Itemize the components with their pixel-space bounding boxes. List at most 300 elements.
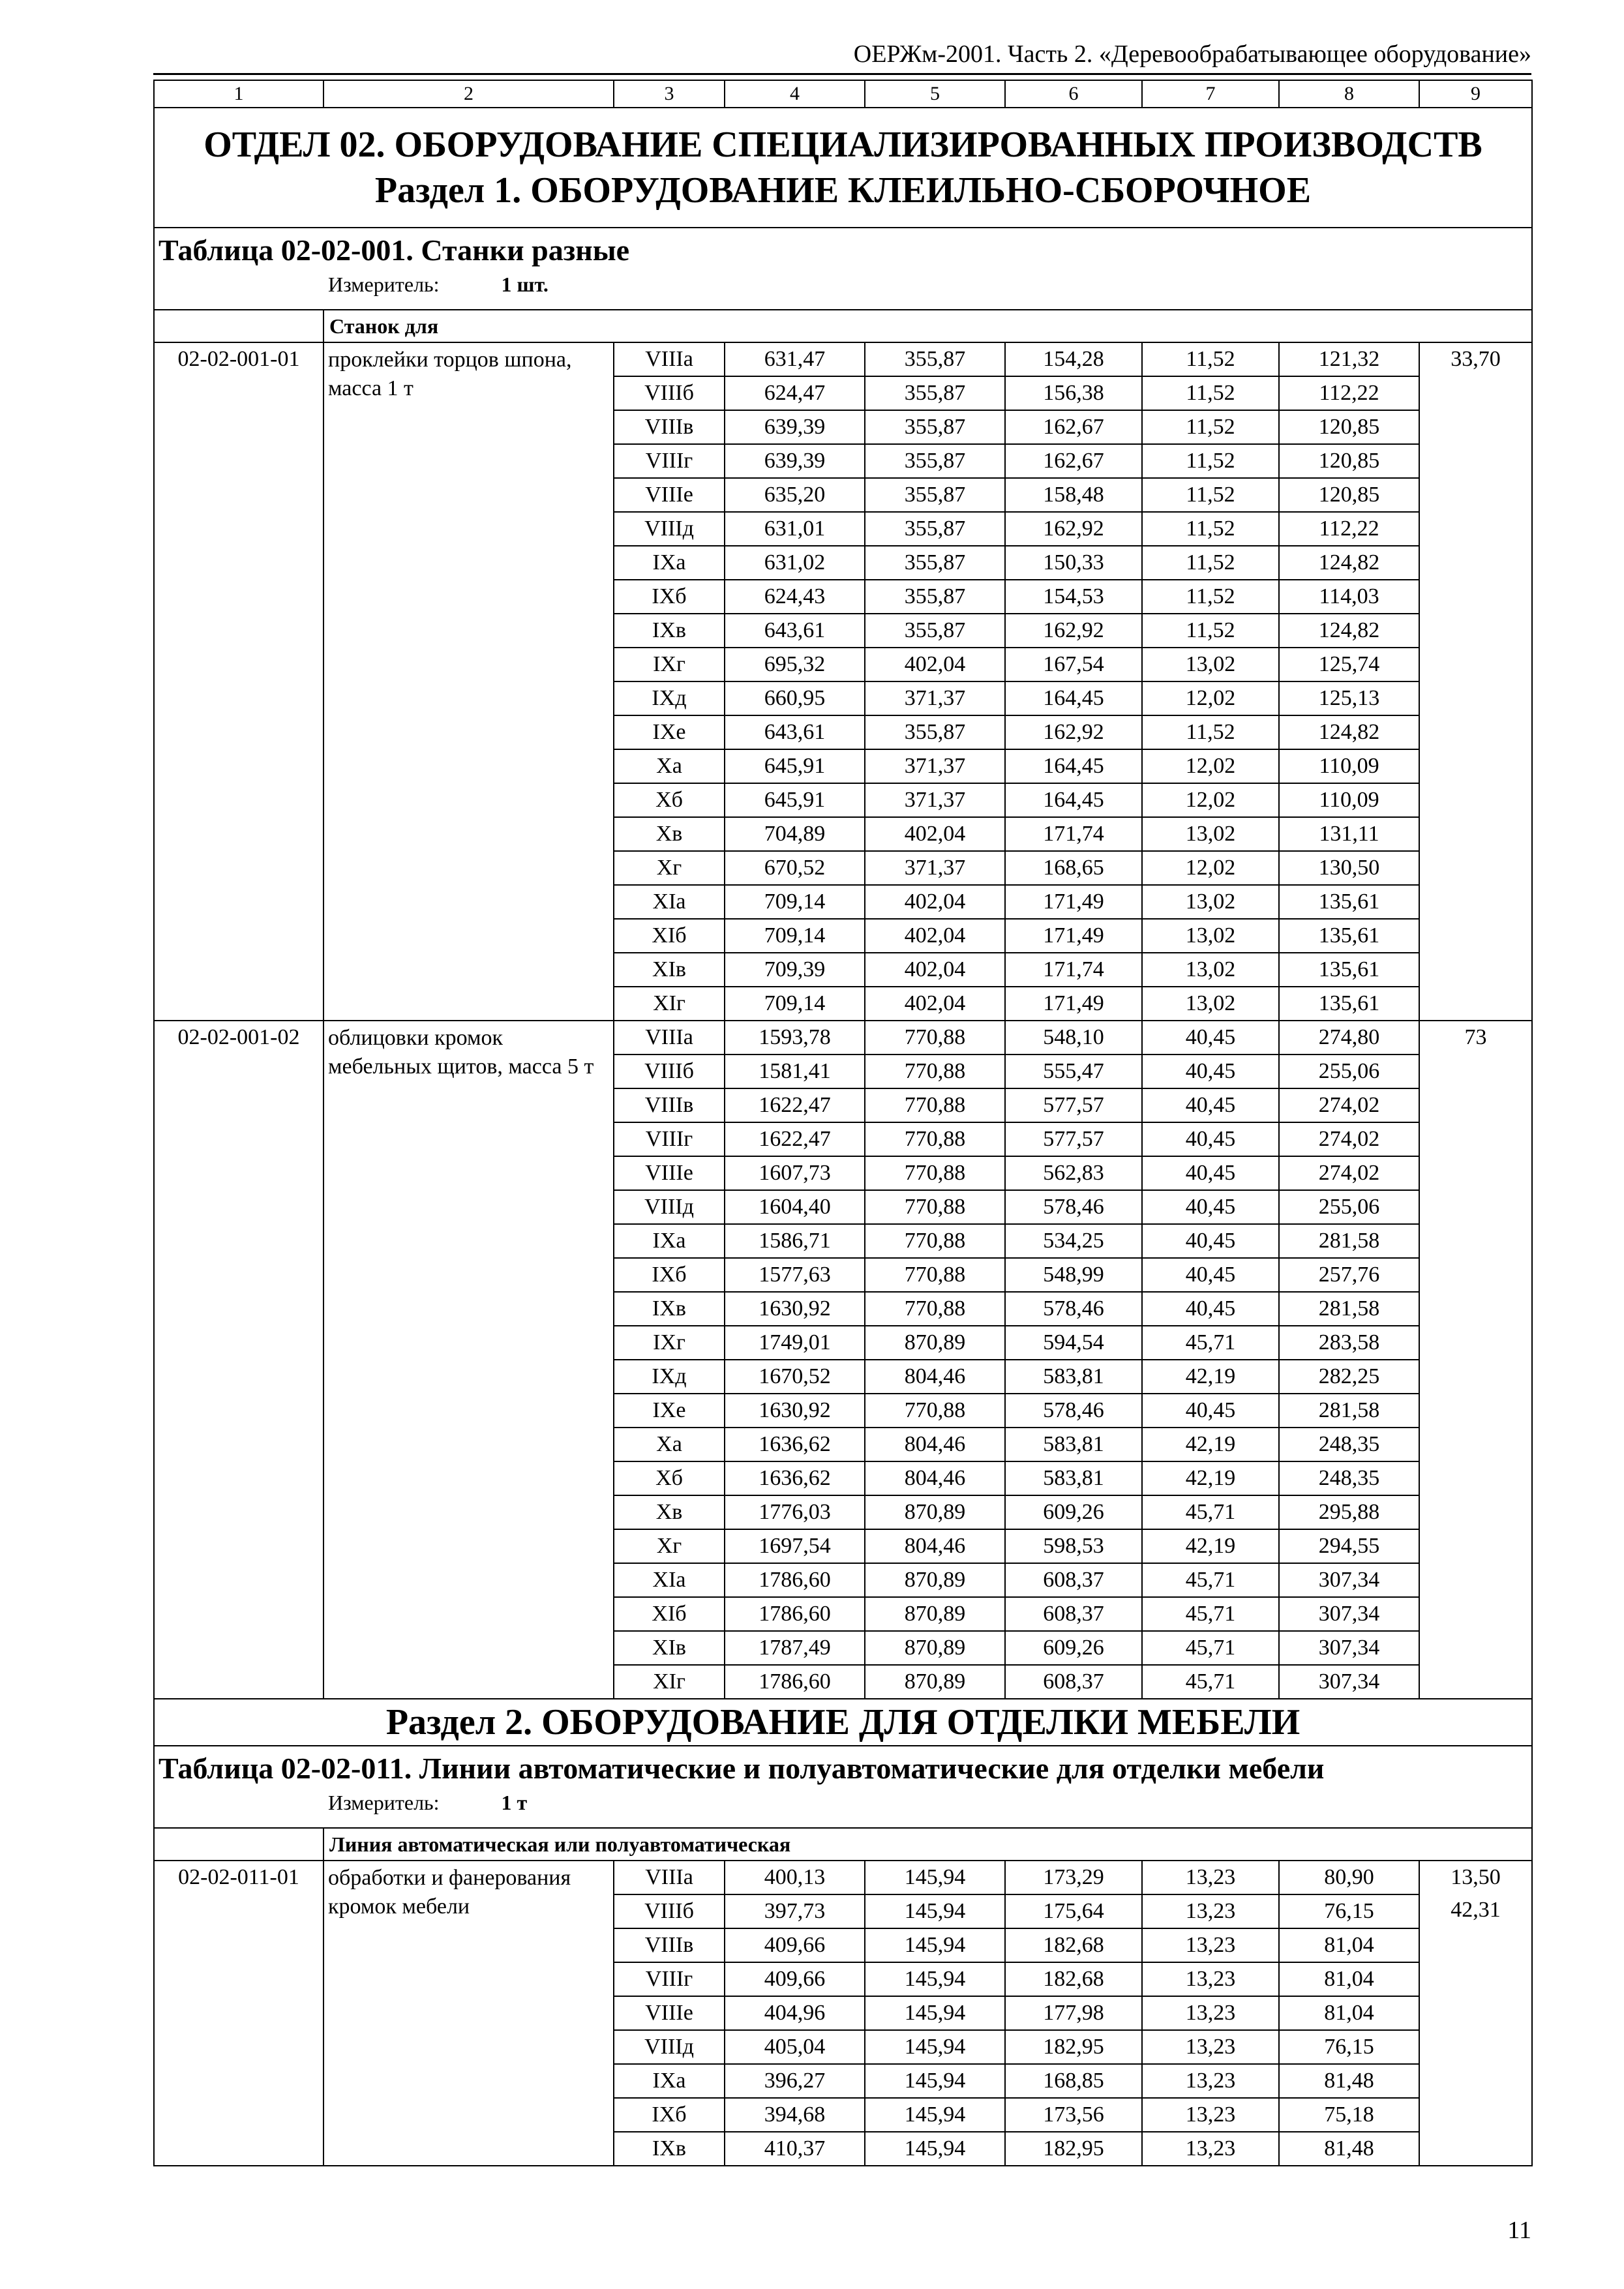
labor-cost-column (1419, 1021, 1532, 1699)
zone-code: XIв (614, 953, 725, 987)
table-header (154, 228, 1532, 310)
materials-cost: 76,15 (1279, 2030, 1419, 2064)
wages: 371,37 (865, 783, 1005, 817)
table-body (154, 80, 1532, 2166)
total-cost: 409,66 (725, 1928, 865, 1962)
operator-wages: 13,23 (1142, 1861, 1279, 1894)
zone-code: VIIIб (614, 1894, 725, 1928)
materials-cost: 307,34 (1279, 1665, 1419, 1699)
operator-wages: 13,23 (1142, 1962, 1279, 1996)
labor-value: 33,70 (1451, 347, 1501, 371)
total-cost: 1607,73 (725, 1156, 865, 1190)
zone-code: IXа (614, 2064, 725, 2098)
item-description: проклейки торцов шпона, масса 1 т (323, 342, 614, 1021)
wages: 770,88 (865, 1122, 1005, 1156)
operator-wages: 40,45 (1142, 1224, 1279, 1258)
machine-cost: 578,46 (1005, 1292, 1142, 1326)
total-cost: 405,04 (725, 2030, 865, 2064)
table-title: Таблица 02-02-011. Линии автоматические и полуавтоматические для отделки мебели (158, 1752, 1325, 1785)
total-cost: 394,68 (725, 2098, 865, 2132)
total-cost: 624,47 (725, 376, 865, 410)
zone-code: IXа (614, 546, 725, 580)
measure-line (158, 1787, 1527, 1818)
operator-wages: 12,02 (1142, 681, 1279, 715)
column-number: 2 (323, 80, 614, 108)
operator-wages: 40,45 (1142, 1394, 1279, 1428)
materials-cost: 135,61 (1279, 885, 1419, 919)
total-cost: 709,14 (725, 885, 865, 919)
materials-cost: 112,22 (1279, 376, 1419, 410)
operator-wages: 45,71 (1142, 1631, 1279, 1665)
materials-cost: 75,18 (1279, 2098, 1419, 2132)
table-title-row (154, 1746, 1532, 1828)
operator-wages: 40,45 (1142, 1156, 1279, 1190)
machine-cost: 548,99 (1005, 1258, 1142, 1292)
total-cost: 1636,62 (725, 1461, 865, 1495)
operator-wages: 40,45 (1142, 1021, 1279, 1055)
zone-code: VIIIг (614, 444, 725, 478)
wages: 355,87 (865, 715, 1005, 749)
page-number: 11 (1507, 2217, 1531, 2244)
materials-cost: 112,22 (1279, 512, 1419, 546)
total-cost: 1786,60 (725, 1563, 865, 1597)
zone-code: VIIIв (614, 1088, 725, 1122)
machine-cost: 171,49 (1005, 919, 1142, 953)
total-cost: 404,96 (725, 1996, 865, 2030)
zone-code: Xб (614, 783, 725, 817)
materials-cost: 110,09 (1279, 749, 1419, 783)
item-code: 02-02-011-01 (154, 1861, 323, 2166)
zone-code: IXб (614, 580, 725, 614)
machine-cost: 577,57 (1005, 1122, 1142, 1156)
materials-cost: 307,34 (1279, 1597, 1419, 1631)
operator-wages: 11,52 (1142, 410, 1279, 444)
total-cost: 631,01 (725, 512, 865, 546)
operator-wages: 13,23 (1142, 1894, 1279, 1928)
machine-cost: 162,92 (1005, 715, 1142, 749)
labor-value: 42,31 (1451, 1898, 1501, 1922)
group-row (154, 1828, 1532, 1861)
materials-cost: 281,58 (1279, 1292, 1419, 1326)
wages: 870,89 (865, 1631, 1005, 1665)
total-cost: 645,91 (725, 749, 865, 783)
machine-cost: 162,67 (1005, 410, 1142, 444)
zone-code: IXб (614, 2098, 725, 2132)
wages: 145,94 (865, 2132, 1005, 2166)
zone-code: Xв (614, 817, 725, 851)
table-header (154, 1746, 1532, 1828)
materials-cost: 124,82 (1279, 614, 1419, 648)
total-cost: 660,95 (725, 681, 865, 715)
machine-cost: 154,53 (1005, 580, 1142, 614)
group-row (154, 310, 1532, 342)
table-row (154, 1021, 1532, 1055)
empty-cell (154, 310, 323, 342)
operator-wages: 13,23 (1142, 2132, 1279, 2166)
materials-cost: 255,06 (1279, 1190, 1419, 1224)
table-row (154, 1861, 1532, 1894)
zone-code: IXг (614, 648, 725, 681)
machine-cost: 173,56 (1005, 2098, 1142, 2132)
zone-code: VIIIг (614, 1122, 725, 1156)
materials-cost: 81,48 (1279, 2064, 1419, 2098)
materials-cost: 248,35 (1279, 1461, 1419, 1495)
measure-line (158, 269, 1527, 300)
total-cost: 709,14 (725, 987, 865, 1021)
materials-cost: 135,61 (1279, 987, 1419, 1021)
materials-cost: 135,61 (1279, 919, 1419, 953)
materials-cost: 282,25 (1279, 1360, 1419, 1394)
materials-cost: 281,58 (1279, 1394, 1419, 1428)
machine-cost: 171,49 (1005, 987, 1142, 1021)
total-cost: 624,43 (725, 580, 865, 614)
operator-wages: 13,02 (1142, 648, 1279, 681)
operator-wages: 45,71 (1142, 1563, 1279, 1597)
column-number-row (154, 80, 1532, 108)
item-description: облицовки кромок мебельных щитов, масса 5 т (323, 1021, 614, 1699)
wages: 870,89 (865, 1665, 1005, 1699)
machine-cost: 555,47 (1005, 1055, 1142, 1088)
wages: 402,04 (865, 987, 1005, 1021)
materials-cost: 274,02 (1279, 1122, 1419, 1156)
operator-wages: 45,71 (1142, 1597, 1279, 1631)
total-cost: 1604,40 (725, 1190, 865, 1224)
total-cost: 1670,52 (725, 1360, 865, 1394)
zone-code: VIIIв (614, 410, 725, 444)
wages: 145,94 (865, 2030, 1005, 2064)
materials-cost: 125,13 (1279, 681, 1419, 715)
machine-cost: 167,54 (1005, 648, 1142, 681)
operator-wages: 40,45 (1142, 1055, 1279, 1088)
operator-wages: 13,23 (1142, 2030, 1279, 2064)
zone-code: VIIIд (614, 1190, 725, 1224)
total-cost: 1786,60 (725, 1597, 865, 1631)
wages: 804,46 (865, 1360, 1005, 1394)
zone-code: VIIIа (614, 342, 725, 376)
operator-wages: 40,45 (1142, 1088, 1279, 1122)
section-title: Раздел 1. ОБОРУДОВАНИЕ КЛЕИЛЬНО-СБОРОЧНОЕ (374, 170, 1312, 211)
operator-wages: 13,02 (1142, 919, 1279, 953)
wages: 402,04 (865, 817, 1005, 851)
operator-wages: 13,23 (1142, 1928, 1279, 1962)
total-cost: 695,32 (725, 648, 865, 681)
machine-cost: 534,25 (1005, 1224, 1142, 1258)
materials-cost: 121,32 (1279, 342, 1419, 376)
materials-cost: 294,55 (1279, 1529, 1419, 1563)
wages: 770,88 (865, 1190, 1005, 1224)
machine-cost: 171,74 (1005, 817, 1142, 851)
operator-wages: 42,19 (1142, 1529, 1279, 1563)
total-cost: 635,20 (725, 478, 865, 512)
operator-wages: 13,02 (1142, 817, 1279, 851)
materials-cost: 114,03 (1279, 580, 1419, 614)
materials-cost: 81,04 (1279, 1962, 1419, 1996)
zone-code: IXг (614, 1326, 725, 1360)
zone-code: VIIIд (614, 2030, 725, 2064)
zone-code: Xв (614, 1495, 725, 1529)
zone-code: XIа (614, 885, 725, 919)
total-cost: 1697,54 (725, 1529, 865, 1563)
operator-wages: 40,45 (1142, 1190, 1279, 1224)
measure-label: Измеритель: (328, 273, 440, 296)
zone-code: XIг (614, 987, 725, 1021)
total-cost: 410,37 (725, 2132, 865, 2166)
wages: 355,87 (865, 444, 1005, 478)
operator-wages: 45,71 (1142, 1326, 1279, 1360)
machine-cost: 150,33 (1005, 546, 1142, 580)
machine-cost: 609,26 (1005, 1631, 1142, 1665)
machine-cost: 173,29 (1005, 1861, 1142, 1894)
wages: 145,94 (865, 1962, 1005, 1996)
zone-code: IXв (614, 614, 725, 648)
operator-wages: 13,23 (1142, 2098, 1279, 2132)
wages: 145,94 (865, 1928, 1005, 1962)
machine-cost: 577,57 (1005, 1088, 1142, 1122)
wages: 804,46 (865, 1529, 1005, 1563)
machine-cost: 583,81 (1005, 1428, 1142, 1461)
materials-cost: 135,61 (1279, 953, 1419, 987)
column-number: 5 (865, 80, 1005, 108)
operator-wages: 13,02 (1142, 987, 1279, 1021)
total-cost: 1786,60 (725, 1665, 865, 1699)
total-cost: 709,14 (725, 919, 865, 953)
machine-cost: 164,45 (1005, 749, 1142, 783)
zone-code: IXд (614, 681, 725, 715)
item-code: 02-02-001-02 (154, 1021, 323, 1699)
total-cost: 631,47 (725, 342, 865, 376)
machine-cost: 608,37 (1005, 1597, 1142, 1631)
wages: 355,87 (865, 614, 1005, 648)
operator-wages: 11,52 (1142, 478, 1279, 512)
operator-wages: 11,52 (1142, 715, 1279, 749)
materials-cost: 125,74 (1279, 648, 1419, 681)
total-cost: 1776,03 (725, 1495, 865, 1529)
machine-cost: 171,74 (1005, 953, 1142, 987)
total-cost: 709,39 (725, 953, 865, 987)
wages: 770,88 (865, 1224, 1005, 1258)
machine-cost: 594,54 (1005, 1326, 1142, 1360)
zone-code: VIIIе (614, 478, 725, 512)
wages: 770,88 (865, 1156, 1005, 1190)
table-title-row (154, 228, 1532, 310)
machine-cost: 548,10 (1005, 1021, 1142, 1055)
machine-cost: 182,68 (1005, 1962, 1142, 1996)
operator-wages: 45,71 (1142, 1495, 1279, 1529)
materials-cost: 274,02 (1279, 1088, 1419, 1122)
zone-code: XIб (614, 919, 725, 953)
column-number: 9 (1419, 80, 1532, 108)
materials-cost: 307,34 (1279, 1563, 1419, 1597)
machine-cost: 154,28 (1005, 342, 1142, 376)
materials-cost: 81,04 (1279, 1996, 1419, 2030)
group-label: Линия автоматическая или полуавтоматическая (323, 1828, 1532, 1861)
wages: 371,37 (865, 681, 1005, 715)
wages: 371,37 (865, 749, 1005, 783)
total-cost: 643,61 (725, 614, 865, 648)
wages: 770,88 (865, 1088, 1005, 1122)
materials-cost: 81,04 (1279, 1928, 1419, 1962)
wages: 402,04 (865, 919, 1005, 953)
operator-wages: 13,02 (1142, 885, 1279, 919)
section-row (154, 1699, 1532, 1746)
operator-wages: 45,71 (1142, 1665, 1279, 1699)
materials-cost: 130,50 (1279, 851, 1419, 885)
labor-value: 73 (1464, 1025, 1487, 1049)
machine-cost: 164,45 (1005, 681, 1142, 715)
machine-cost: 177,98 (1005, 1996, 1142, 2030)
measure-label: Измеритель: (328, 1791, 440, 1814)
operator-wages: 12,02 (1142, 851, 1279, 885)
operator-wages: 13,02 (1142, 953, 1279, 987)
machine-cost: 168,85 (1005, 2064, 1142, 2098)
materials-cost: 295,88 (1279, 1495, 1419, 1529)
materials-cost: 110,09 (1279, 783, 1419, 817)
machine-cost: 608,37 (1005, 1665, 1142, 1699)
total-cost: 1787,49 (725, 1631, 865, 1665)
wages: 145,94 (865, 1996, 1005, 2030)
wages: 355,87 (865, 342, 1005, 376)
machine-cost: 583,81 (1005, 1360, 1142, 1394)
wages: 804,46 (865, 1428, 1005, 1461)
operator-wages: 40,45 (1142, 1258, 1279, 1292)
total-cost: 645,91 (725, 783, 865, 817)
column-number: 1 (154, 80, 323, 108)
zone-code: VIIIе (614, 1996, 725, 2030)
operator-wages: 42,19 (1142, 1360, 1279, 1394)
machine-cost: 609,26 (1005, 1495, 1142, 1529)
zone-code: Xб (614, 1461, 725, 1495)
zone-code: XIв (614, 1631, 725, 1665)
machine-cost: 158,48 (1005, 478, 1142, 512)
total-cost: 1636,62 (725, 1428, 865, 1461)
total-cost: 409,66 (725, 1962, 865, 1996)
machine-cost: 175,64 (1005, 1894, 1142, 1928)
materials-cost: 120,85 (1279, 410, 1419, 444)
table-title: Таблица 02-02-001. Станки разные (158, 233, 630, 267)
wages: 145,94 (865, 1894, 1005, 1928)
zone-code: IXа (614, 1224, 725, 1258)
materials-cost: 281,58 (1279, 1224, 1419, 1258)
materials-cost: 120,85 (1279, 478, 1419, 512)
total-cost: 397,73 (725, 1894, 865, 1928)
zone-code: Xг (614, 1529, 725, 1563)
wages: 870,89 (865, 1495, 1005, 1529)
division-header (154, 108, 1532, 228)
wages: 355,87 (865, 478, 1005, 512)
item-description: обработки и фанерования кромок мебели (323, 1861, 614, 2166)
column-number: 6 (1005, 80, 1142, 108)
zone-code: XIб (614, 1597, 725, 1631)
machine-cost: 162,92 (1005, 512, 1142, 546)
machine-cost: 182,95 (1005, 2132, 1142, 2166)
wages: 355,87 (865, 410, 1005, 444)
operator-wages: 11,52 (1142, 512, 1279, 546)
measure-unit: 1 шт. (501, 273, 549, 296)
wages: 770,88 (865, 1394, 1005, 1428)
total-cost: 1622,47 (725, 1088, 865, 1122)
wages: 371,37 (865, 851, 1005, 885)
total-cost: 1586,71 (725, 1224, 865, 1258)
machine-cost: 578,46 (1005, 1394, 1142, 1428)
wages: 145,94 (865, 2098, 1005, 2132)
machine-cost: 598,53 (1005, 1529, 1142, 1563)
machine-cost: 164,45 (1005, 783, 1142, 817)
table-row (154, 342, 1532, 376)
machine-cost: 162,92 (1005, 614, 1142, 648)
column-number: 4 (725, 80, 865, 108)
materials-cost: 283,58 (1279, 1326, 1419, 1360)
machine-cost: 182,68 (1005, 1928, 1142, 1962)
materials-cost: 76,15 (1279, 1894, 1419, 1928)
materials-cost: 255,06 (1279, 1055, 1419, 1088)
zone-code: VIIIб (614, 376, 725, 410)
materials-cost: 80,90 (1279, 1861, 1419, 1894)
wages: 355,87 (865, 512, 1005, 546)
total-cost: 704,89 (725, 817, 865, 851)
materials-cost: 274,02 (1279, 1156, 1419, 1190)
total-cost: 1630,92 (725, 1292, 865, 1326)
price-table (153, 80, 1533, 2166)
materials-cost: 124,82 (1279, 715, 1419, 749)
wages: 804,46 (865, 1461, 1005, 1495)
zone-code: VIIIб (614, 1055, 725, 1088)
wages: 870,89 (865, 1326, 1005, 1360)
zone-code: IXе (614, 715, 725, 749)
section-title: Раздел 2. ОБОРУДОВАНИЕ ДЛЯ ОТДЕЛКИ МЕБЕЛИ (154, 1699, 1532, 1746)
wages: 402,04 (865, 953, 1005, 987)
materials-cost: 274,80 (1279, 1021, 1419, 1055)
total-cost: 1593,78 (725, 1021, 865, 1055)
wages: 355,87 (865, 580, 1005, 614)
wages: 870,89 (865, 1597, 1005, 1631)
wages: 770,88 (865, 1258, 1005, 1292)
machine-cost: 168,65 (1005, 851, 1142, 885)
total-cost: 400,13 (725, 1861, 865, 1894)
materials-cost: 257,76 (1279, 1258, 1419, 1292)
zone-code: VIIIа (614, 1021, 725, 1055)
wages: 402,04 (865, 885, 1005, 919)
zone-code: VIIIа (614, 1861, 725, 1894)
total-cost: 1630,92 (725, 1394, 865, 1428)
zone-code: Xг (614, 851, 725, 885)
zone-code: VIIIд (614, 512, 725, 546)
zone-code: IXе (614, 1394, 725, 1428)
labor-cost-column (1419, 1861, 1532, 2166)
zone-code: IXв (614, 2132, 725, 2166)
operator-wages: 12,02 (1142, 749, 1279, 783)
zone-code: VIIIг (614, 1962, 725, 1996)
column-number: 7 (1142, 80, 1279, 108)
operator-wages: 42,19 (1142, 1461, 1279, 1495)
running-head: ОЕРЖм-2001. Часть 2. «Деревообрабатывающее оборудование» (853, 40, 1531, 68)
machine-cost: 583,81 (1005, 1461, 1142, 1495)
operator-wages: 13,23 (1142, 2064, 1279, 2098)
operator-wages: 12,02 (1142, 783, 1279, 817)
operator-wages: 11,52 (1142, 444, 1279, 478)
wages: 770,88 (865, 1021, 1005, 1055)
empty-cell (154, 1828, 323, 1861)
item-code: 02-02-001-01 (154, 342, 323, 1021)
measure-unit: 1 т (501, 1791, 528, 1814)
labor-value: 13,50 (1451, 1865, 1501, 1889)
machine-cost: 171,49 (1005, 885, 1142, 919)
machine-cost: 162,67 (1005, 444, 1142, 478)
operator-wages: 13,23 (1142, 1996, 1279, 2030)
operator-wages: 11,52 (1142, 376, 1279, 410)
materials-cost: 120,85 (1279, 444, 1419, 478)
total-cost: 631,02 (725, 546, 865, 580)
wages: 145,94 (865, 2064, 1005, 2098)
